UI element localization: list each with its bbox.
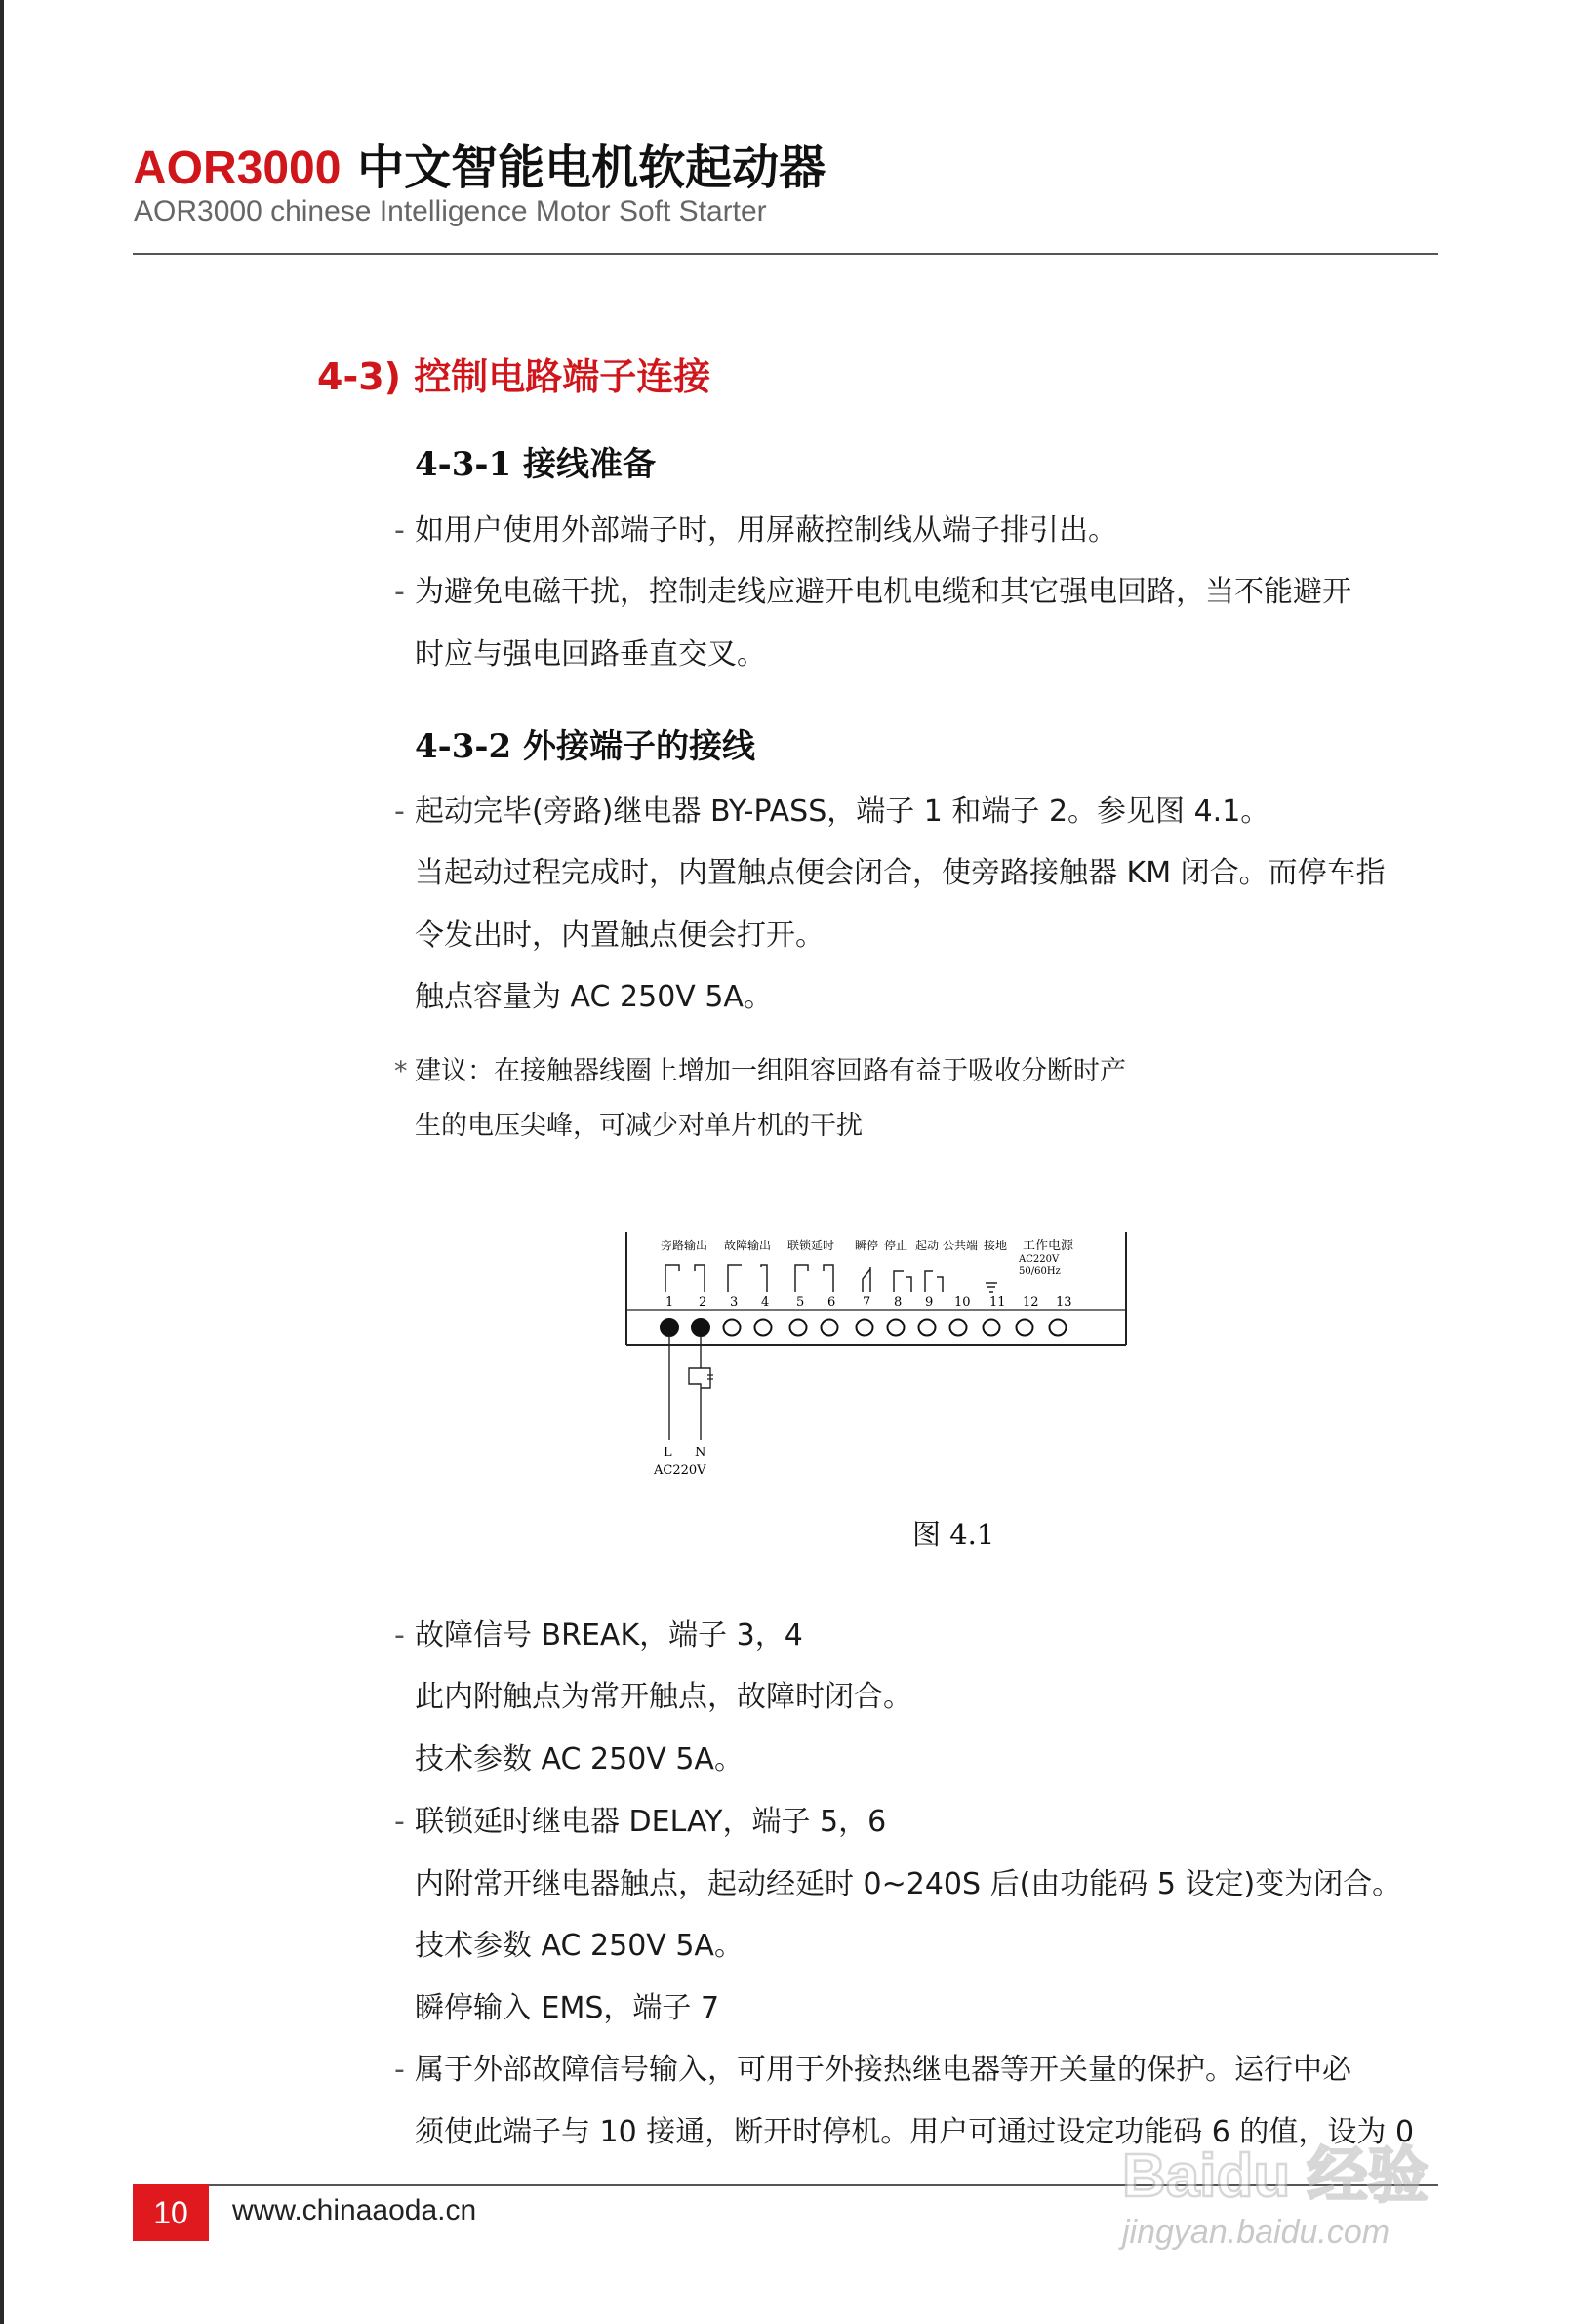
text-line: 此内附触点为常开触点，故障时闭合。 bbox=[415, 1680, 912, 1714]
terminal-label: 11 bbox=[989, 1295, 1006, 1310]
terminal-4 bbox=[755, 1320, 772, 1336]
text-line bbox=[394, 1610, 803, 1653]
title-model: AOR3000 bbox=[133, 143, 342, 194]
header-divider bbox=[133, 253, 1438, 255]
label-stop: 停止 bbox=[884, 1239, 908, 1252]
supply-label-l: L bbox=[664, 1446, 672, 1460]
line-text: 如用户使用外部端子时，用屏蔽控制线从端子排引出。 bbox=[415, 513, 1117, 548]
terminal-label: 10 bbox=[954, 1295, 971, 1310]
terminal-7 bbox=[857, 1320, 873, 1336]
label-fault-output: 故障输出 bbox=[724, 1239, 772, 1252]
watermark-domain: jingyan.baidu.com bbox=[1122, 2214, 1390, 2251]
bullet-dash: - bbox=[394, 575, 405, 609]
section-title: 4-3) 控制电路端子连接 bbox=[317, 355, 711, 398]
svg-text:Baidu 经验: Baidu 经验 bbox=[1122, 2142, 1429, 2210]
external-wiring bbox=[669, 1336, 710, 1440]
terminal-label: 12 bbox=[1023, 1295, 1039, 1310]
document-subtitle: AOR3000 chinese Intelligence Motor Soft Starter bbox=[134, 195, 767, 227]
label-emergency-stop: 瞬停 bbox=[855, 1239, 879, 1252]
subsection-title-4-3-2: 4-3-2 外接端子的接线 bbox=[415, 727, 756, 766]
page-edge bbox=[0, 0, 4, 2324]
label-bypass-output: 旁路输出 bbox=[661, 1239, 708, 1252]
page-number: 10 bbox=[133, 2184, 209, 2241]
text-line: 瞬停输入 EMS，端子 7 bbox=[415, 1991, 720, 2025]
terminal-8 bbox=[888, 1320, 905, 1336]
terminal-label: 3 bbox=[730, 1295, 739, 1310]
text-line: 须使此端子与 10 接通，断开时停机。用户可通过设定功能码 6 的值，设为 0 bbox=[415, 2115, 1415, 2149]
supply-voltage-label: AC220V bbox=[654, 1463, 706, 1478]
terminal-label: 5 bbox=[796, 1295, 805, 1310]
title-chinese: 中文智能电机软起动器 bbox=[341, 141, 826, 195]
subsection-title-4-3-1: 4-3-1 接线准备 bbox=[415, 445, 657, 484]
note-text: 建议：在接触器线圈上增加一组阻容回路有益于吸收分断时产 bbox=[415, 1056, 1126, 1086]
terminal-label: 2 bbox=[699, 1295, 707, 1310]
label-ground: 接地 bbox=[984, 1239, 1008, 1252]
bullet-dash: - bbox=[394, 1805, 405, 1839]
label-start: 起动 bbox=[915, 1239, 940, 1252]
label-power: 工作电源 bbox=[1023, 1239, 1074, 1253]
label-interlock-delay: 联锁延时 bbox=[787, 1239, 835, 1252]
line-text: 联锁延时继电器 DELAY，端子 5，6 bbox=[415, 1805, 887, 1839]
text-line bbox=[394, 2045, 1351, 2088]
note-line: 生的电压尖峰，可减少对单片机的干扰 bbox=[415, 1111, 863, 1141]
line-text: 起动完毕(旁路)继电器 BY-PASS，端子 1 和端子 2。参见图 4.1。 bbox=[415, 795, 1270, 829]
terminal-10 bbox=[950, 1320, 967, 1336]
text-line: 技术参数 AC 250V 5A。 bbox=[415, 1742, 744, 1776]
terminal-label: 1 bbox=[665, 1295, 674, 1310]
terminal-13 bbox=[1050, 1320, 1067, 1336]
note-line bbox=[394, 1049, 1126, 1087]
baidu-watermark-logo bbox=[1122, 2136, 1444, 2214]
text-line bbox=[394, 567, 1351, 610]
text-line bbox=[394, 1797, 886, 1840]
terminal-label: 6 bbox=[827, 1295, 836, 1310]
bullet-dash: - bbox=[394, 513, 405, 548]
text-line bbox=[394, 506, 1117, 549]
terminal-5 bbox=[790, 1320, 807, 1336]
line-text: 为避免电磁干扰，控制走线应避开电机电缆和其它强电回路，当不能避开 bbox=[415, 575, 1351, 609]
terminal-3 bbox=[724, 1320, 741, 1336]
terminal-9 bbox=[919, 1320, 936, 1336]
text-line: 触点容量为 AC 250V 5A。 bbox=[415, 980, 773, 1014]
bullet-dash: - bbox=[394, 1618, 405, 1652]
text-line bbox=[394, 787, 1269, 830]
text-line: 令发出时，内置触点便会打开。 bbox=[415, 918, 825, 953]
figure-caption: 图 4.1 bbox=[912, 1518, 995, 1551]
terminal-11 bbox=[984, 1320, 1000, 1336]
supply-label-n: N bbox=[695, 1446, 706, 1460]
terminal-12 bbox=[1017, 1320, 1033, 1336]
footer-url: www.chinaaoda.cn bbox=[232, 2194, 477, 2226]
terminal-label: 4 bbox=[761, 1295, 770, 1310]
text-line: 时应与强电回路垂直交叉。 bbox=[415, 637, 766, 672]
text-line: 技术参数 AC 250V 5A。 bbox=[415, 1929, 744, 1963]
document-title bbox=[133, 130, 826, 197]
terminal-6 bbox=[822, 1320, 838, 1336]
terminal-1-connected bbox=[661, 1319, 678, 1336]
terminal-label: 7 bbox=[863, 1295, 871, 1310]
terminal-label: 9 bbox=[925, 1295, 934, 1310]
bullet-dash: - bbox=[394, 795, 405, 829]
terminal-label: 13 bbox=[1056, 1295, 1072, 1310]
label-power-frequency: 50/60Hz bbox=[1019, 1266, 1061, 1277]
terminal-2-connected bbox=[692, 1319, 709, 1336]
terminal-wiring-diagram bbox=[615, 1232, 1132, 1495]
bullet-dash: - bbox=[394, 2053, 405, 2087]
text-line: 内附常开继电器触点，起动经延时 0~240S 后(由功能码 5 设定)变为闭合。 bbox=[415, 1867, 1402, 1901]
bullet-asterisk: * bbox=[394, 1056, 408, 1086]
terminal-label: 8 bbox=[894, 1295, 903, 1310]
text-line: 当起动过程完成时，内置触点便会闭合，使旁路接触器 KM 闭合。而停车指 bbox=[415, 856, 1386, 890]
label-common: 公共端 bbox=[943, 1239, 979, 1252]
line-text: 属于外部故障信号输入，可用于外接热继电器等开关量的保护。运行中必 bbox=[415, 2053, 1351, 2087]
line-text: 故障信号 BREAK，端子 3，4 bbox=[415, 1618, 803, 1652]
label-power-voltage: AC220V bbox=[1019, 1254, 1060, 1265]
